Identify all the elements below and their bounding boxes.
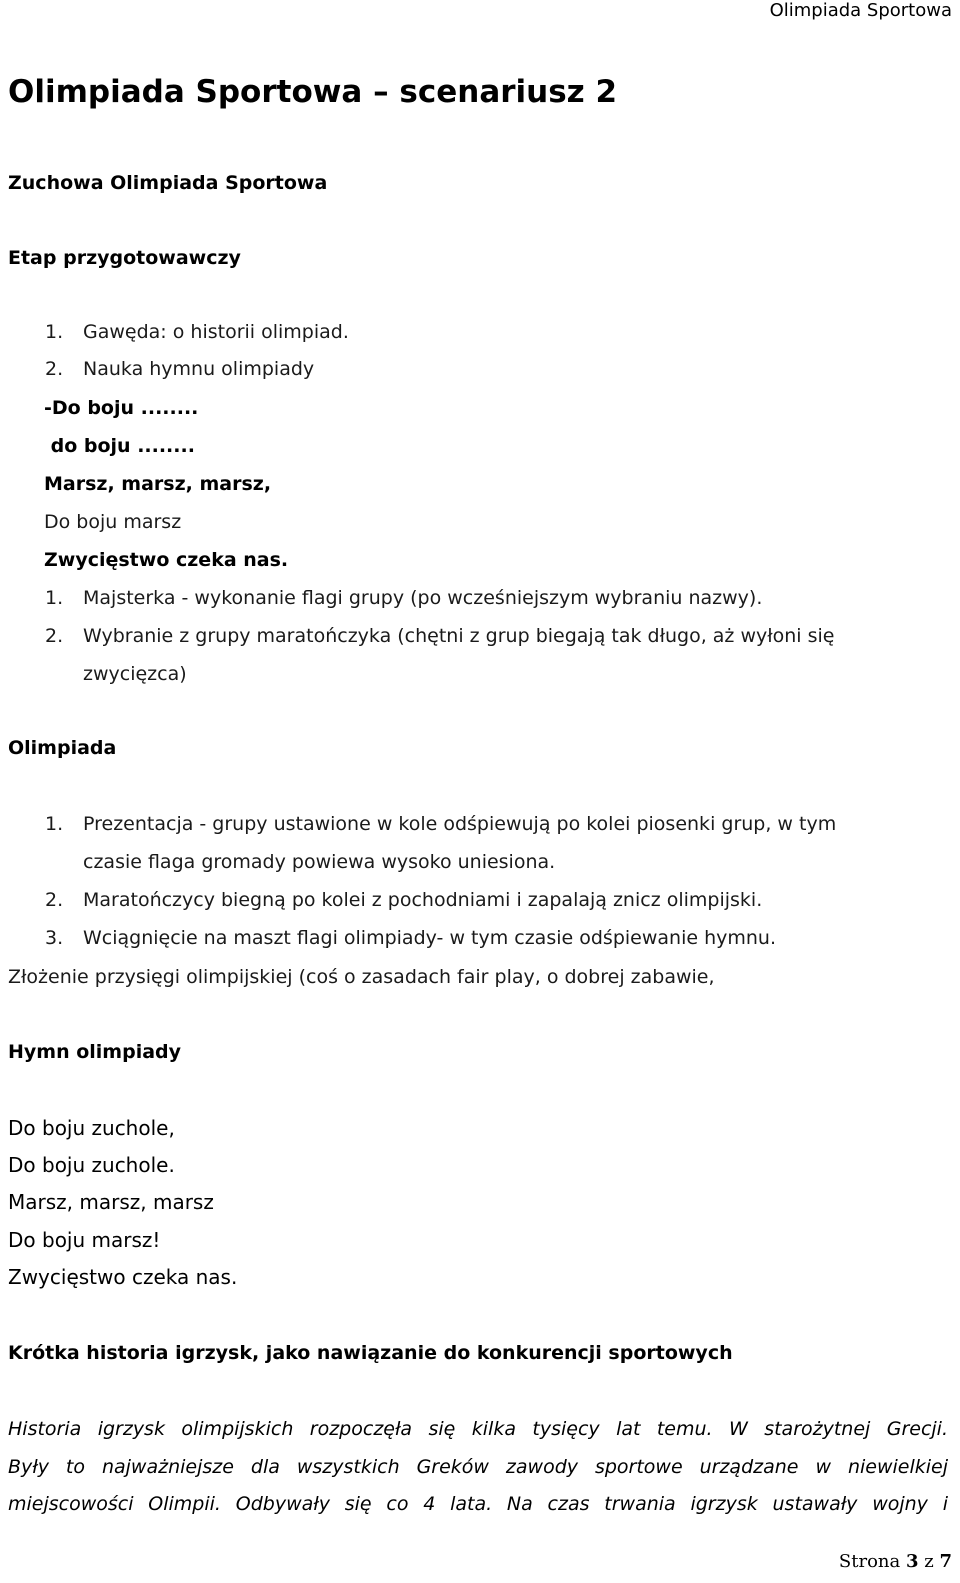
list-number: 2.	[45, 625, 64, 647]
list-number: 2.	[45, 358, 64, 380]
list-item	[45, 625, 834, 647]
page-label: Strona	[838, 1551, 901, 1572]
list-text: Nauka hymnu olimpiady	[83, 358, 315, 380]
running-header: Olimpiada Sportowa	[769, 0, 952, 21]
list-number: 2.	[45, 889, 64, 911]
page-sep: z	[924, 1551, 934, 1572]
list-item	[45, 358, 314, 380]
heading-olimpiada: Olimpiada	[8, 737, 117, 759]
list-number: 1.	[45, 321, 64, 343]
oath-text: Złożenie przysięgi olimpijskiej (coś o zasadach fair play, o dobrej zabawie,	[8, 966, 715, 988]
page-title: Olimpiada Sportowa – scenariusz 2	[8, 74, 618, 110]
history-line: Historia igrzysk olimpijskich rozpoczęła się kilka tysięcy lat temu. W starożytnej Grecji.	[8, 1418, 948, 1440]
song-line: do boju ........	[44, 435, 195, 457]
heading-prep: Etap przygotowawczy	[8, 247, 241, 269]
hymn-line: Do boju zuchole,	[8, 1116, 175, 1140]
song-line: Do boju marsz	[44, 511, 182, 533]
page-total: 7	[939, 1551, 952, 1572]
list-number: 1.	[45, 587, 64, 609]
list-item	[45, 927, 776, 949]
list-item	[45, 813, 836, 835]
list-item	[45, 889, 762, 911]
hymn-line: Do boju zuchole.	[8, 1153, 175, 1177]
list-text-continuation: zwycięzca)	[83, 663, 187, 685]
history-line: Były to najważniejsze dla wszystkich Greków zawody sportowe urządzane w niewielkiej	[8, 1456, 948, 1478]
song-line: Marsz, marsz, marsz,	[44, 473, 272, 495]
history-line: miejscowości Olimpii. Odbywały się co 4 lata. Na czas trwania igrzysk ustawały wojny i	[8, 1493, 948, 1515]
list-number: 3.	[45, 927, 64, 949]
heading-hymn: Hymn olimpiady	[8, 1041, 182, 1063]
page-current: 3	[905, 1551, 919, 1572]
song-line: -Do boju ........	[44, 397, 199, 419]
list-text-continuation: czasie flaga gromady powiewa wysoko uniesiona.	[83, 851, 556, 873]
list-item	[45, 321, 349, 343]
song-line: Zwycięstwo czeka nas.	[44, 549, 289, 571]
hymn-line: Zwycięstwo czeka nas.	[8, 1265, 238, 1289]
list-text: Majsterka - wykonanie flagi grupy (po wcześniejszym wybraniu nazwy).	[83, 587, 763, 609]
page-number	[839, 1551, 952, 1572]
heading-history: Krótka historia igrzysk, jako nawiązanie do konkurencji sportowych	[8, 1342, 733, 1364]
list-text: Maratończycy biegną po kolei z pochodniami i zapalają znicz olimpijski.	[83, 889, 763, 911]
list-text: Prezentacja - grupy ustawione w kole odśpiewują po kolei piosenki grup, w tym	[83, 813, 837, 835]
list-text: Wybranie z grupy maratończyka (chętni z grup biegają tak długo, aż wyłoni się	[83, 625, 835, 647]
subtitle: Zuchowa Olimpiada Sportowa	[8, 172, 328, 194]
hymn-line: Do boju marsz!	[8, 1228, 161, 1252]
hymn-line: Marsz, marsz, marsz	[8, 1190, 214, 1214]
list-text: Wciągnięcie na maszt flagi olimpiady- w tym czasie odśpiewanie hymnu.	[83, 927, 776, 949]
list-number: 1.	[45, 813, 64, 835]
list-text: Gawęda: o historii olimpiad.	[83, 321, 349, 343]
list-item	[45, 587, 762, 609]
